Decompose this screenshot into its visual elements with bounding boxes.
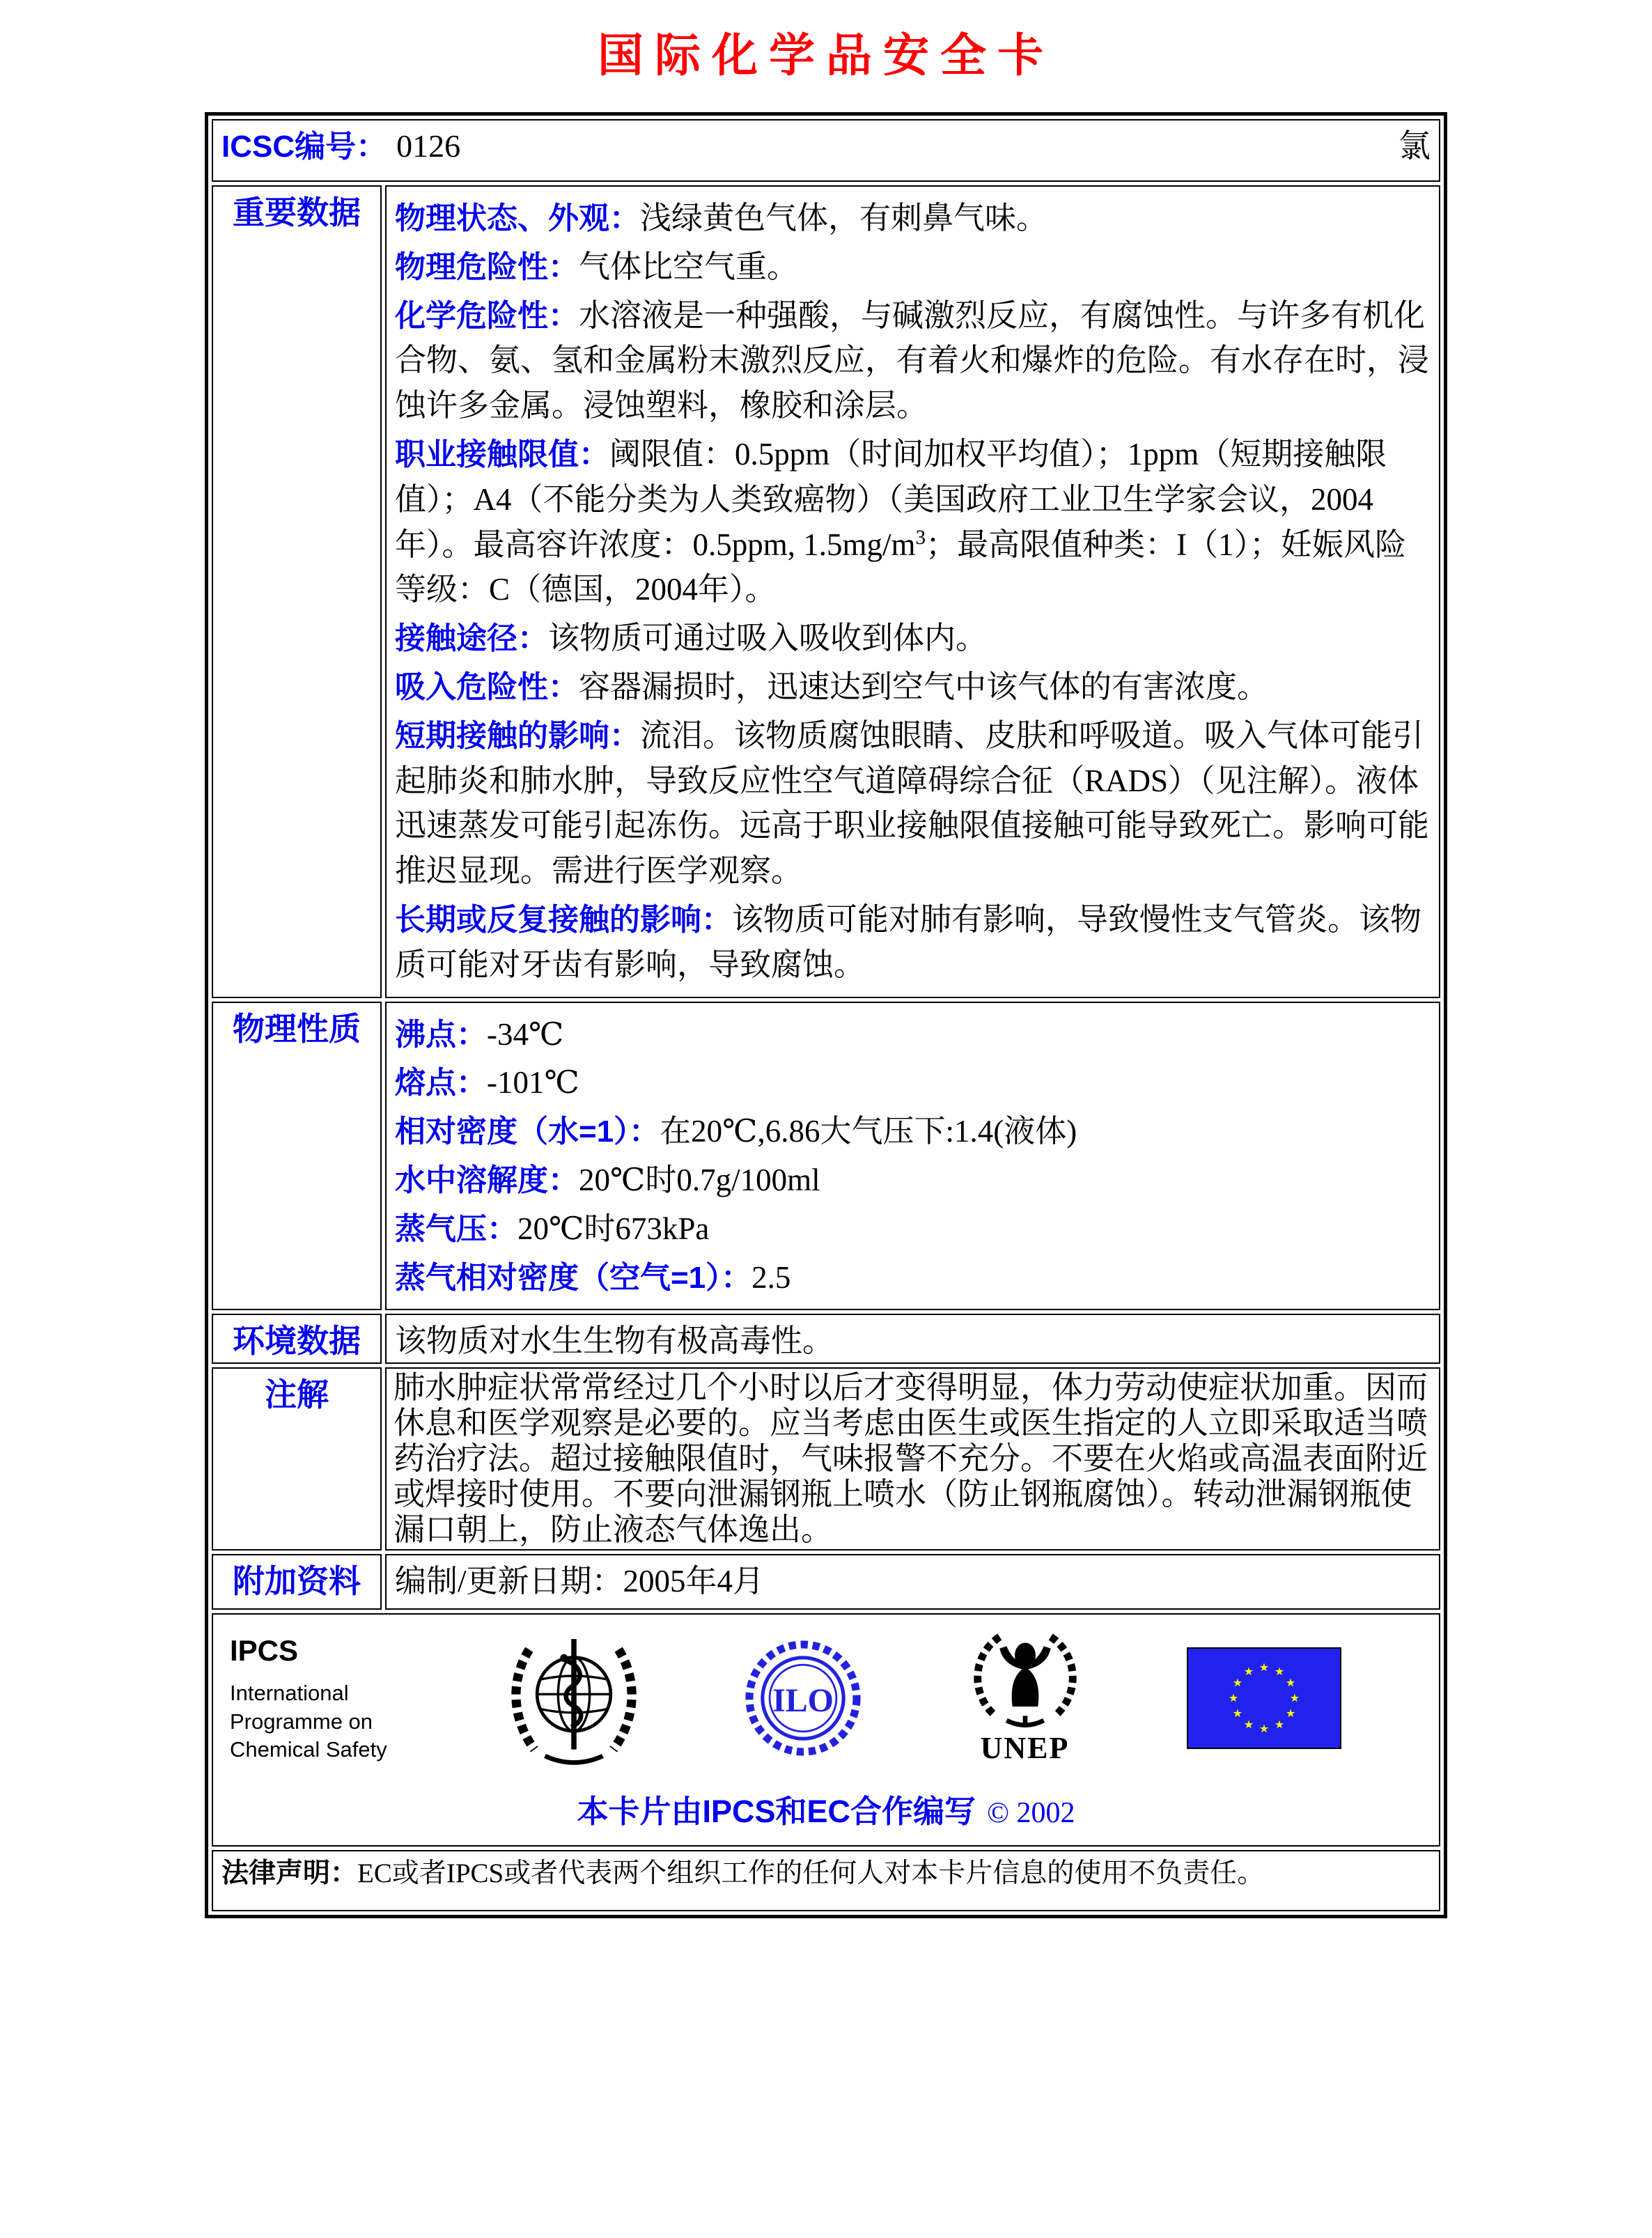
- item-short-term-effects-label: 短期接触的影响：: [395, 718, 640, 753]
- item-chemical-danger-label: 化学危险性：: [395, 298, 579, 333]
- unep-logo-text: UNEP: [980, 1731, 1070, 1766]
- item-long-term-effects-text: 该物质可能对肺有影响，导致慢性支气管炎。该物质可能对牙齿有影响，导致腐蚀。: [395, 901, 1422, 982]
- item-physical-danger-label: 物理危险性：: [395, 249, 579, 284]
- logos-cell: [212, 1613, 1440, 1847]
- item-melting-point-label: 熔点：: [395, 1066, 487, 1101]
- item-melting-point: [395, 1060, 1431, 1105]
- important-data-row: [212, 185, 1440, 998]
- item-short-term-effects-text: 流泪。该物质腐蚀眼睛、皮肤和呼吸道。吸入气体可能引起肺炎和肺水肿，导致反应性空气道障碍综合征（RADS）（见注解）。液体迅速蒸发可能引起冻伤。远高于职业接触限值接触可能导致死亡。影响可能推迟显现。需进行医学观察。: [395, 717, 1430, 889]
- item-occupational-limits: [395, 432, 1431, 612]
- unep-logo-icon: [967, 1630, 1084, 1734]
- item-exposure-routes-text: 该物质可通过吸入吸收到体内。: [548, 621, 988, 656]
- icsc-card-table: [205, 112, 1447, 1918]
- ipcs-line3: Chemical Safety: [230, 1736, 387, 1762]
- ipcs-acronym: IPCS: [230, 1633, 299, 1667]
- item-short-term-effects: [395, 713, 1431, 894]
- legal-label: 法律声明：: [221, 1858, 358, 1888]
- item-boiling-point-label: 沸点：: [395, 1017, 487, 1052]
- superscript-3: 3: [915, 526, 926, 549]
- credit-line: [227, 1786, 1425, 1831]
- item-physical-danger: [395, 244, 1431, 290]
- ilo-logo-text: ILO: [772, 1681, 834, 1719]
- physical-properties-row-label: 物理性质: [212, 1002, 382, 1311]
- additional-info-content: 编制/更新日期：2005年4月: [385, 1554, 1440, 1610]
- item-vapor-pressure-label: 蒸气压：: [395, 1211, 517, 1246]
- who-logo-icon: [508, 1629, 640, 1768]
- eu-flag-icon: [1187, 1647, 1341, 1749]
- page-title: 国际化学品安全卡: [598, 31, 1054, 81]
- item-boiling-point-text: -34℃: [487, 1016, 564, 1052]
- item-long-term-effects-label: 长期或反复接触的影响：: [395, 902, 732, 937]
- item-physical-state: [395, 196, 1431, 241]
- item-vapor-relative-density-label: 蒸气相对密度（空气=1）：: [395, 1260, 752, 1295]
- additional-info-row: [212, 1554, 1440, 1610]
- item-vapor-pressure-text: 20℃时673kPa: [517, 1211, 710, 1246]
- icsc-number-value: 0126: [396, 128, 461, 164]
- legal-text: EC或者IPCS或者代表两个组织工作的任何人对本卡片信息的使用不负责任。: [357, 1858, 1265, 1888]
- icsc-document-page: [0, 18, 1652, 2238]
- item-water-solubility-label: 水中溶解度：: [395, 1163, 579, 1197]
- item-chemical-danger: [395, 293, 1431, 428]
- item-exposure-routes-label: 接触途径：: [395, 621, 548, 656]
- item-vapor-relative-density: [395, 1255, 1431, 1300]
- item-water-solubility: [395, 1158, 1431, 1203]
- icsc-number-label: ICSC编号：: [221, 130, 387, 164]
- item-occupational-limits-label: 职业接触限值：: [395, 437, 609, 472]
- logos-row: [212, 1613, 1440, 1847]
- item-exposure-routes: [395, 616, 1431, 661]
- item-boiling-point: [395, 1012, 1431, 1057]
- item-vapor-pressure: [395, 1206, 1431, 1252]
- chemical-name: 氯: [1398, 128, 1431, 164]
- icsc-number-group: [221, 121, 460, 166]
- item-inhalation-risk: [395, 665, 1431, 710]
- item-occupational-limits-text2: ；最高限值种类：I（1）；妊娠风险等级：C（德国，2004年）。: [395, 527, 1407, 607]
- item-physical-state-text: 浅绿黄色气体，有刺鼻气味。: [640, 201, 1048, 235]
- item-inhalation-risk-label: 吸入危险性：: [395, 669, 579, 704]
- item-physical-state-label: 物理状态、外观：: [395, 201, 640, 235]
- ipcs-line2: Programme on: [230, 1709, 373, 1734]
- notes-row-label: 注解: [212, 1367, 382, 1550]
- ilo-logo-icon: [743, 1636, 863, 1760]
- legal-row: [212, 1850, 1440, 1911]
- item-long-term-effects: [395, 897, 1431, 988]
- ipcs-text-block: [230, 1632, 404, 1764]
- physical-properties-row: [212, 1002, 1440, 1311]
- header-row: [212, 119, 1440, 182]
- notes-content: 肺水肿症状常常经过几个小时以后才变得明显，体力劳动使症状加重。因而休息和医学观察是必要的。应当考虑由医生或医生指定的人立即采取适当喷药治疗法。超过接触限值时，气味报警不充分。不要在火焰或高温表面附近或焊接时使用。不要向泄漏钢瓶上喷水（防止钢瓶腐蚀）。转动泄漏钢瓶使漏口朝上，防止液态气体逸出。: [385, 1367, 1440, 1550]
- environmental-data-row: [212, 1314, 1440, 1364]
- credit-text: 本卡片由IPCS和EC合作编写: [577, 1793, 976, 1829]
- item-relative-density-label: 相对密度（水=1）：: [395, 1114, 660, 1149]
- unep-logo-block: [967, 1630, 1084, 1766]
- additional-info-row-label: 附加资料: [212, 1554, 382, 1610]
- copyright-text: © 2002: [987, 1796, 1075, 1829]
- environmental-data-content: 该物质对水生生物有极高毒性。: [385, 1314, 1440, 1364]
- important-data-content: [385, 185, 1440, 998]
- ipcs-line1: International: [230, 1681, 349, 1706]
- item-relative-density: [395, 1109, 1431, 1154]
- item-occupational-limits-text: 阈限值：0.5ppm（时间加权平均值）；1ppm（短期接触限值）；A4（不能分类为人类致癌物）（美国政府工业卫生学家会议，2004年）。最高容许浓度：0.5ppm, 1.5mg/m: [395, 436, 1387, 562]
- environmental-data-row-label: 环境数据: [212, 1314, 382, 1364]
- header-cell: [212, 119, 1440, 182]
- item-inhalation-risk-text: 容器漏损时，迅速达到空气中该气体的有害浓度。: [579, 669, 1269, 704]
- notes-row: [212, 1367, 1440, 1550]
- item-water-solubility-text: 20℃时0.7g/100ml: [579, 1162, 820, 1197]
- legal-cell: [212, 1850, 1440, 1911]
- item-vapor-relative-density-text: 2.5: [751, 1259, 791, 1295]
- item-chemical-danger-text: 水溶液是一种强酸，与碱激烈反应，有腐蚀性。与许多有机化合物、氨、氢和金属粉末激烈反应，有着火和爆炸的危险。有水存在时，浸蚀许多金属。浸蚀塑料，橡胶和涂层。: [395, 297, 1430, 423]
- physical-properties-content: [385, 1002, 1440, 1311]
- item-melting-point-text: -101℃: [487, 1065, 579, 1101]
- important-data-row-label: 重要数据: [212, 185, 382, 998]
- item-physical-danger-text: 气体比空气重。: [579, 249, 799, 284]
- item-relative-density-text: 在20℃,6.86大气压下:1.4(液体): [660, 1114, 1077, 1149]
